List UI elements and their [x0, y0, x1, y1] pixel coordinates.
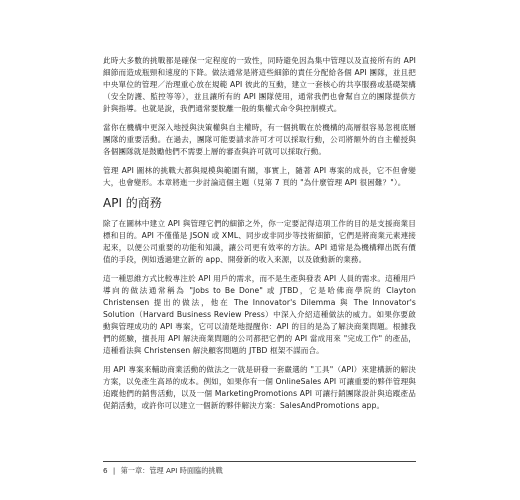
page-footer	[103, 466, 223, 476]
page-number: 6	[103, 466, 108, 475]
page-body	[103, 55, 416, 419]
footer-divider	[103, 461, 416, 462]
paragraph-jtbd: 這一種思維方式比較專注於 API 用戶的需求，而不是生產與發表 API 人員的需求。這種用戶導向的做法通常稱為 "Jobs to Be Done" 或 JTBD，它是哈佛商學院的 Clayton Christensen 提出的做法，他在 The Innovator's Dilemma 與 The Innovator's Solution（Harvard Business Review Press）中深入介紹這種做法的威力。如果你要啟動與管理成功的 API 專案，它可以清楚地提醒你：API 的目的是為了解決商業問題。根據我們的經驗，擅長用 API 解決商業問題的公司都把它們的 API 當成用來 "完成工作" 的產品，這種看法與 Christensen 解決顧客問題的 JTBD 框架不謀而合。	[103, 274, 416, 355]
section-heading: API 的商務	[103, 196, 162, 210]
paragraph-tools: 用 API 專案來輔助商業活動的做法之一就是研發一套嚴選的 "工具"（API）來建構新的解決方案，以免產生高昂的成本。例如，如果你有一個 OnlineSales API 可讓重要的夥伴管理與追蹤他們的銷售活動，以及一個 MarketingPromotions API 可讓行銷團隊設計與追蹤產品促銷活動，或許你可以建立一個新的夥伴解決方案：SalesAndPromotions app。	[103, 365, 416, 410]
chapter-title: 第一章：管理 API 時面臨的挑戰	[120, 466, 223, 475]
paragraph-autonomy: 當你在機構中更深入地授與決策權與自主權時，有一個挑戰在於機構的高層很容易忽視底層團隊的重要活動。在過去，團隊可能要請求許可才可以採取行動，公司將額外的自主權授與各個團隊就是鼓勵他們不需要上層的審查與許可就可以採取行動。	[103, 123, 416, 156]
paragraph-decentralization: 此時大多數的挑戰都是確保一定程度的一致性，同時避免因為集中管理以及直接所有的 API 細節而造成瓶頸和速度的下降。做法通常是將這些細節的責任分配給各個 API 團隊，並且把中央單位的管理／治理重心放在規範 API 彼此的互動，建立一套核心的共享服務或基礎架構（安全防護、監控等等），並且讓所有的 API 團隊使用，通常我們也會幫自立的團隊提供方針與指導。也就是說，我們通常要脫離一般的集權式命令與控制模式。	[103, 56, 416, 113]
paragraph-scale-scope: 管理 API 圖林的挑戰大都與規模與範圍有關，事實上，隨著 API 專案的成長，它不但會變大，也會變形。本章將進一步討論這個主題（見第 7 頁的 "為什麼管理 API 很困難？"）。	[103, 166, 416, 187]
paragraph-business-goals: 除了在圖林中建立 API 與管理它們的細節之外，你一定要記得這項工作的目的是支援商業目標和目的。API 不僅僅是 JSON 或 XML、同步或非同步等技術細節，它們是將商業元素連接起來，以便公司重要的功能和知識，讓公司更有效率的方法。API 通常是為機構釋出既有價值的手段，例如透過建立新的 app、開發新的收入來源，以及啟動新的業務。	[103, 219, 416, 264]
footer-separator: |	[112, 466, 116, 475]
